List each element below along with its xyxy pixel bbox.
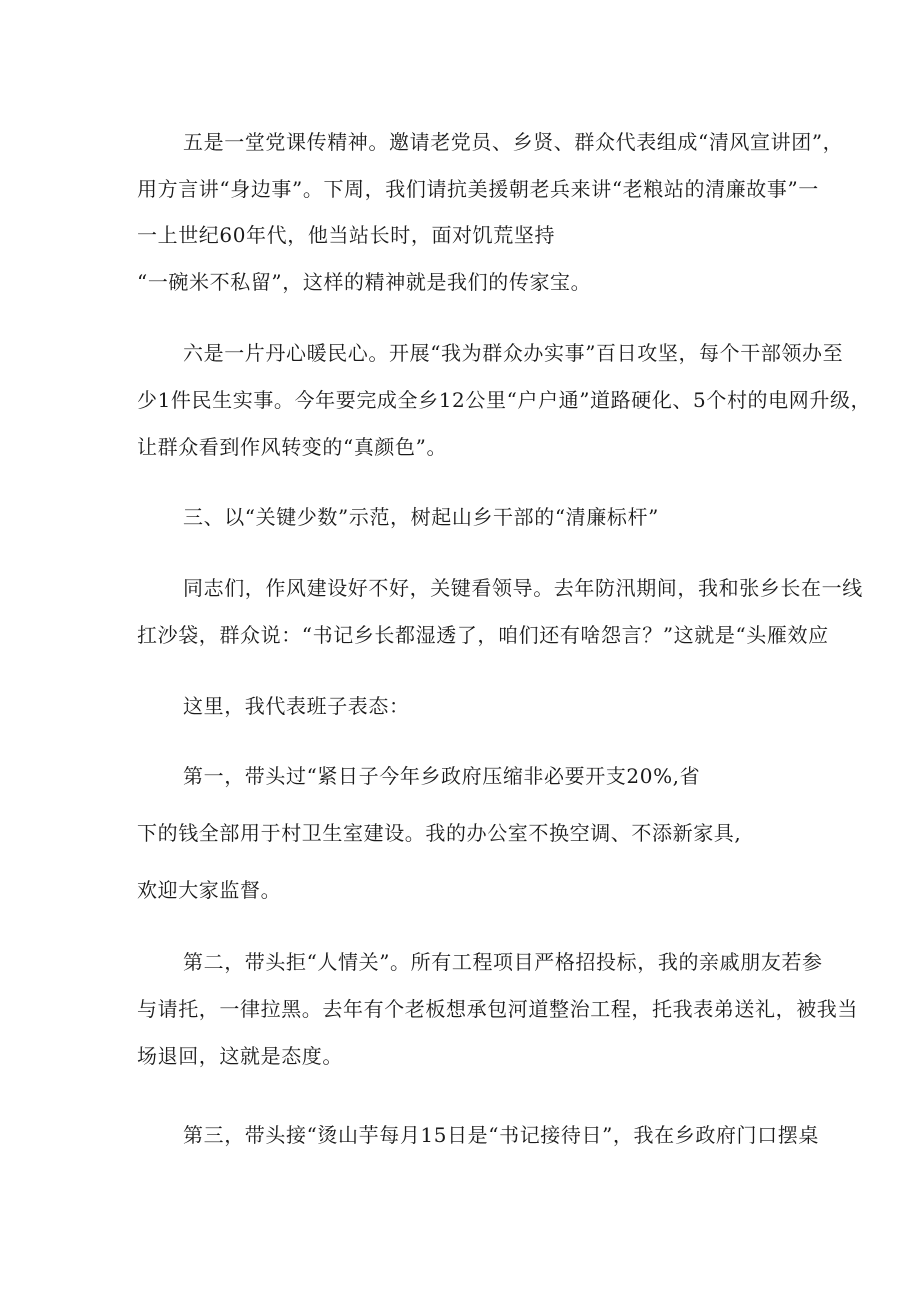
text-line: 六是一片丹心暖民心。开展“我为群众办实事”百日攻坚，每个干部领办至 — [183, 341, 844, 365]
text-line: 与请托，一律拉黑。去年有个老板想承包河道整治工程，托我表弟送礼，被我当 — [137, 997, 858, 1021]
text-line: 欢迎大家监督。 — [137, 878, 282, 902]
text-line: 第三，带头接“烫山芋每月15日是“书记接待日”，我在乡政府门口摆桌 — [183, 1123, 819, 1147]
text-line: 用方言讲“身边事”。下周，我们请抗美援朝老兵来讲“老粮站的清廉故事”一 — [137, 177, 819, 201]
text-line: 少1件民生实事。今年要完成全乡12公里“户户通”道路硬化、5个村的电网升级， — [137, 388, 872, 412]
text-line: 第二，带头拒“人情关”。所有工程项目严格招投标，我的亲戚朋友若参 — [183, 950, 823, 974]
text-line: 同志们，作风建设好不好，关键看领导。去年防汛期间，我和张乡长在一线 — [183, 576, 863, 600]
text-line: 下的钱全部用于村卫生室建设。我的办公室不换空调、不添新家具, — [137, 821, 742, 845]
text-line: 五是一堂党课传精神。邀请老党员、乡贤、群众代表组成“清风宣讲团”， — [183, 130, 844, 154]
section-heading: 三、以“关键少数”示范，树起山乡干部的“清廉标杆” — [183, 505, 659, 529]
text-line: “一碗米不私留”，这样的精神就是我们的传家宝。 — [137, 270, 592, 294]
text-line: 让群众看到作风转变的“真颜色”。 — [137, 435, 448, 459]
text-line: 场退回，这就是态度。 — [137, 1044, 343, 1068]
text-line: 第一，带头过“紧日子今年乡政府压缩非必要开支20%,省 — [183, 764, 701, 788]
text-line: 一上世纪60年代，他当站长时，面对饥荒坚持 — [137, 223, 556, 247]
text-line: 这里，我代表班子表态： — [183, 694, 410, 718]
text-line: 扛沙袋，群众说：“书记乡长都湿透了，咱们还有啥怨言？”这就是“头雁效应 — [137, 623, 829, 647]
